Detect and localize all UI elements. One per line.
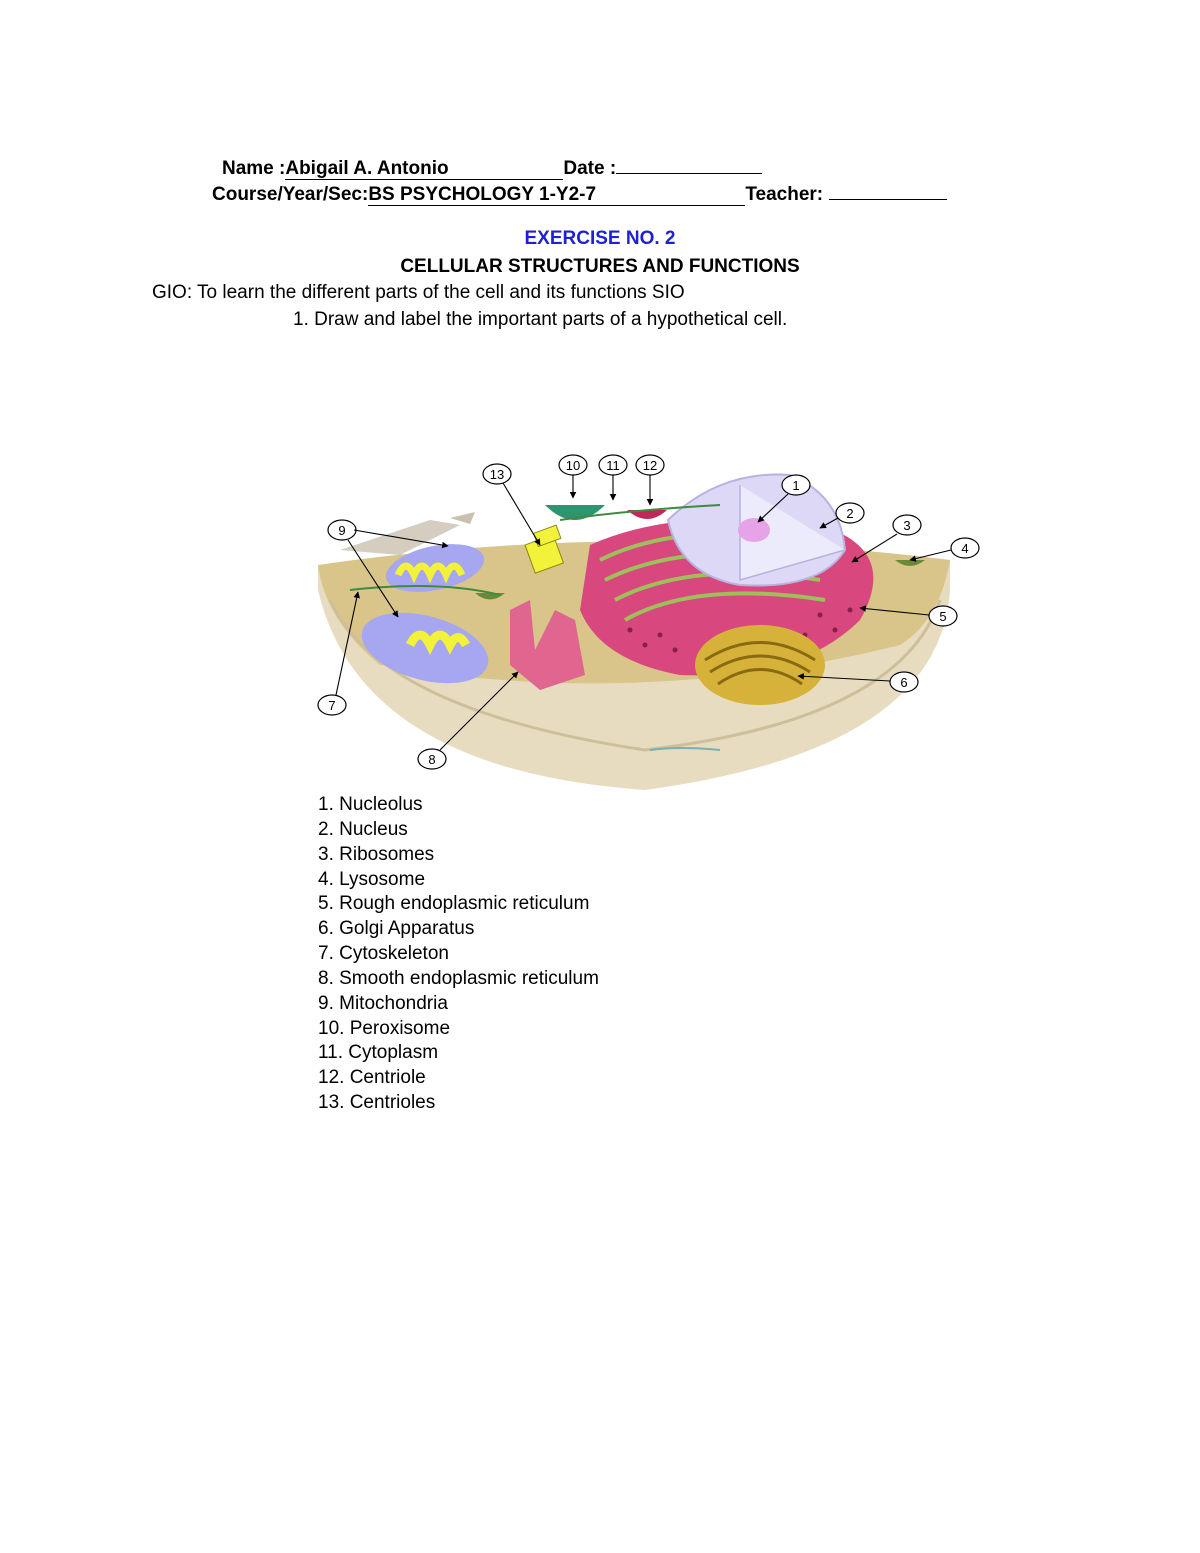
name-value: Abigail A. Antonio: [285, 158, 449, 179]
callout-12-num: 12: [642, 458, 658, 473]
golgi-shape: [695, 625, 825, 705]
instruction-1: 1. Draw and label the important parts of a hypothetical cell.: [293, 309, 788, 330]
list-item: 7. Cytoskeleton: [318, 943, 449, 965]
list-item: 5. Rough endoplasmic reticulum: [318, 893, 590, 915]
callout-6-num: 6: [900, 675, 908, 690]
parts-label-list: [318, 793, 599, 1116]
callout-9-num: 9: [338, 523, 346, 538]
callout-7-num: 7: [328, 698, 336, 713]
list-item: 11. Cytoplasm: [318, 1042, 439, 1064]
header-row-name: [222, 153, 762, 180]
callout-10-num: 10: [565, 458, 581, 473]
animal-cell-diagram: [300, 450, 990, 795]
list-item: 4. Lysosome: [318, 868, 426, 890]
name-field[interactable]: [285, 159, 563, 180]
list-item: 12. Centriole: [318, 1067, 426, 1089]
callout-3-num: 3: [903, 518, 911, 533]
course-value: BS PSYCHOLOGY 1-Y2-7: [368, 184, 597, 205]
list-item: 2. Nucleus: [318, 818, 408, 840]
exercise-title: EXERCISE NO. 2: [524, 228, 676, 249]
list-item: 8. Smooth endoplasmic reticulum: [318, 967, 599, 989]
name-label: Name :: [222, 158, 286, 179]
list-item: 3. Ribosomes: [318, 843, 435, 865]
course-field[interactable]: [368, 185, 745, 206]
callout-8-num: 8: [428, 752, 436, 767]
exercise-subtitle: CELLULAR STRUCTURES AND FUNCTIONS: [400, 256, 800, 277]
callout-13-num: 13: [489, 467, 505, 482]
list-item: 6. Golgi Apparatus: [318, 918, 475, 940]
list-item: 13. Centrioles: [318, 1092, 436, 1114]
nucleolus-shape: [738, 518, 770, 542]
teacher-label: Teacher:: [745, 184, 824, 205]
callout-4-num: 4: [961, 541, 969, 556]
date-label: Date :: [563, 158, 617, 179]
callout-11-num: 11: [606, 458, 620, 473]
list-item: 9. Mitochondria: [318, 992, 448, 1014]
list-item: 10. Peroxisome: [318, 1017, 451, 1039]
callout-5-num: 5: [939, 609, 947, 624]
callout-1-num: 1: [792, 478, 800, 493]
teacher-field[interactable]: [829, 179, 947, 200]
course-label: Course/Year/Sec:: [212, 184, 369, 205]
callout-2-num: 2: [846, 506, 854, 521]
list-item: 1. Nucleolus: [318, 794, 423, 815]
date-field[interactable]: [616, 153, 762, 174]
header-row-course: [212, 179, 947, 206]
gio-statement: GIO: To learn the different parts of the cell and its functions SIO: [152, 282, 685, 303]
